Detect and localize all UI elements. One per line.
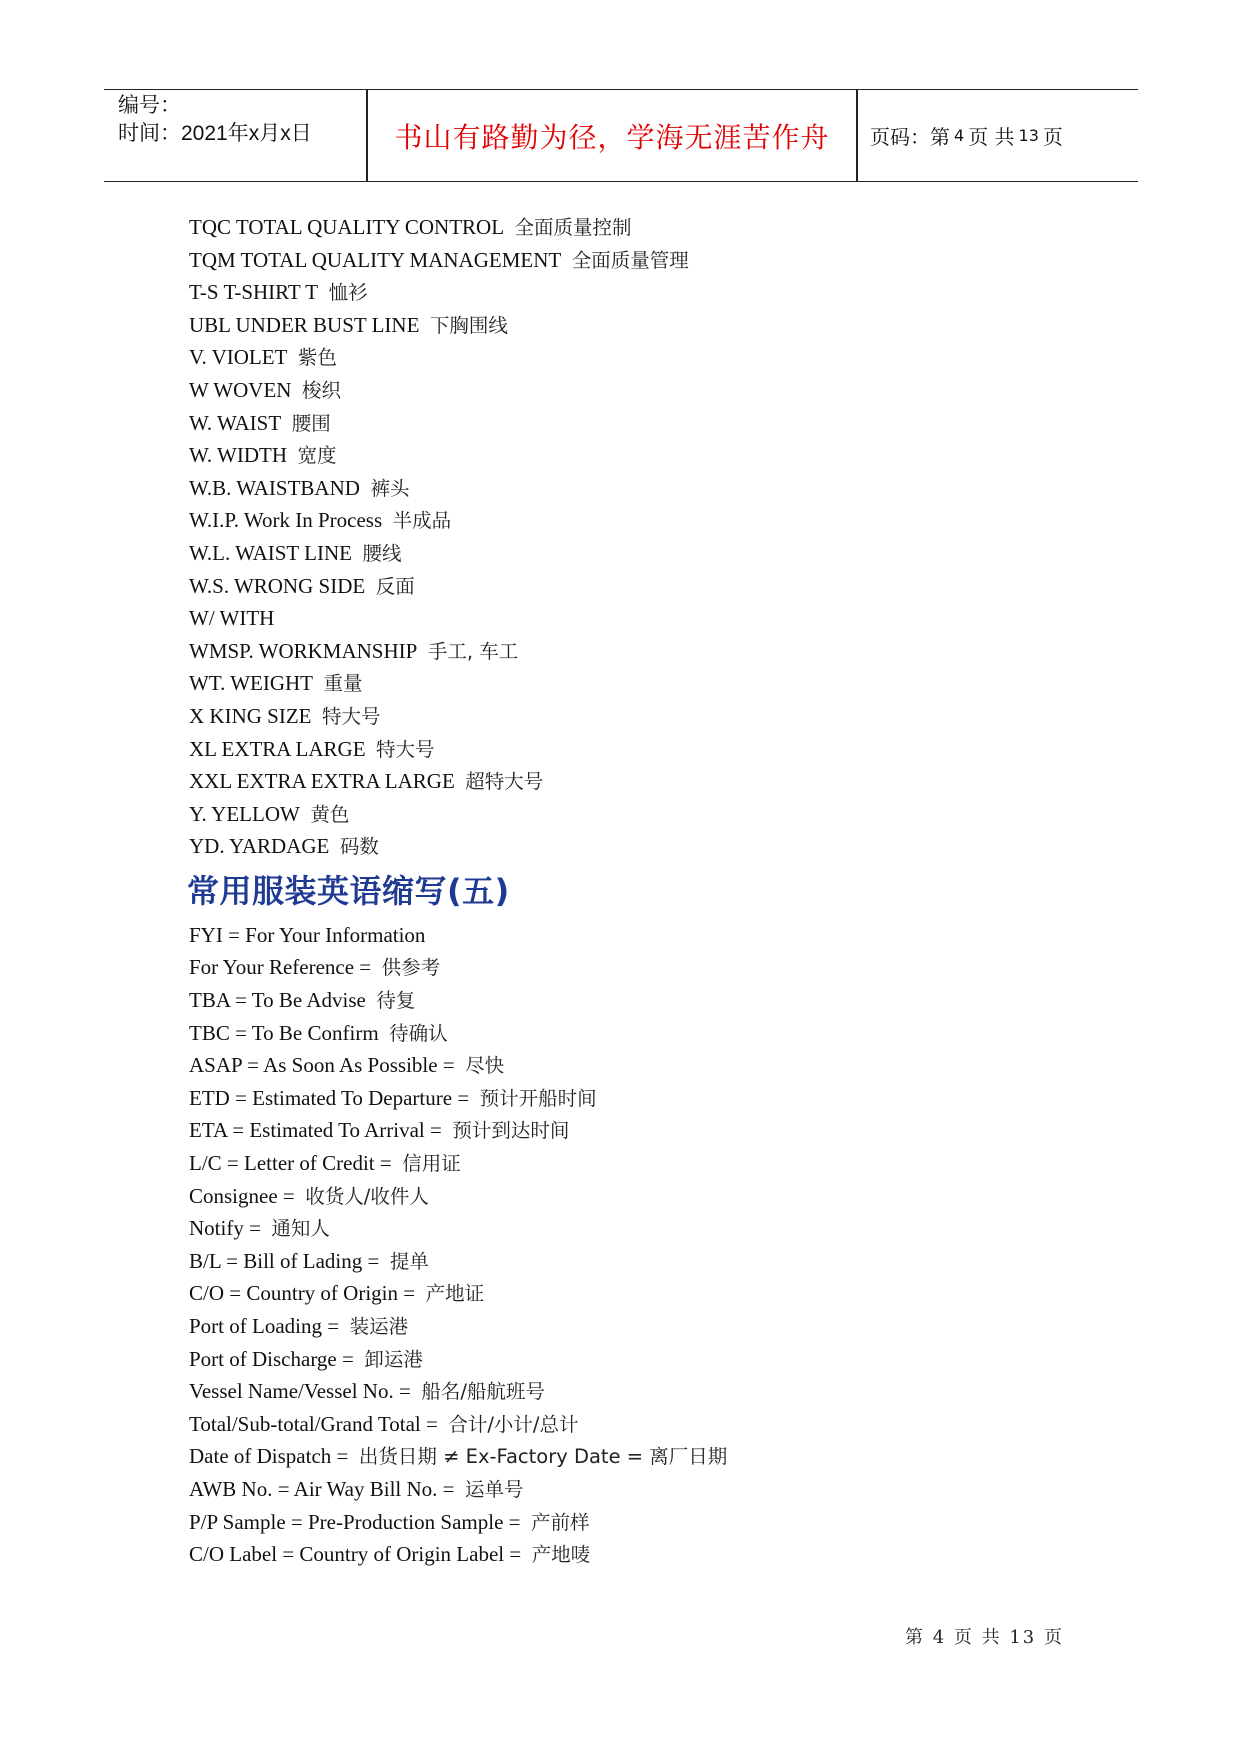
abbreviation-term: XL EXTRA LARGE: [189, 736, 366, 761]
page-suffix: 页: [1042, 125, 1063, 149]
chinese-translation: 运单号: [465, 1477, 524, 1501]
list-item: [189, 211, 1089, 244]
chinese-translation: 合计/小计/总计: [448, 1412, 579, 1436]
abbreviation-term: Port of Discharge =: [189, 1346, 354, 1371]
chinese-translation: 全面质量控制: [514, 216, 632, 239]
section-title: 常用服装英语缩写(五): [187, 871, 510, 910]
chinese-translation: 手工, 车工: [427, 639, 519, 663]
list-item: [189, 1310, 1089, 1343]
list-item: [189, 798, 1089, 831]
chinese-translation: 供参考: [381, 956, 441, 980]
list-item: [189, 472, 1089, 505]
abbreviation-term: W.I.P. Work In Process: [189, 508, 383, 533]
abbreviation-term: ASAP = As Soon As Possible =: [189, 1053, 455, 1078]
list-item: [189, 341, 1089, 374]
list-item: [189, 244, 1089, 277]
list-item: [189, 667, 1089, 700]
list-item: [189, 1017, 1089, 1050]
chinese-translation: 待复: [376, 989, 416, 1013]
chinese-translation: 预计到达时间: [452, 1119, 570, 1143]
abbreviation-term: W.S. WRONG SIDE: [189, 573, 366, 598]
abbreviation-term: C/O = Country of Origin =: [189, 1281, 416, 1306]
list-item: [189, 1343, 1089, 1376]
list-item: [189, 1212, 1089, 1245]
header-divider: [856, 90, 858, 181]
chinese-translation: 黄色: [310, 802, 350, 826]
list-item: [189, 504, 1089, 537]
chinese-translation: 特大号: [321, 704, 381, 728]
list-item: [189, 635, 1089, 668]
chinese-translation: 产地唛: [531, 1543, 591, 1567]
chinese-translation: 出货日期 ≠ Ex-Factory Date = 离厂日期: [358, 1445, 728, 1469]
list-item: [189, 700, 1089, 733]
abbreviation-term: ETA = Estimated To Arrival =: [189, 1118, 442, 1143]
chinese-translation: 半成品: [392, 509, 452, 533]
abbreviation-term: X KING SIZE: [189, 703, 312, 728]
abbreviation-term: P/P Sample = Pre-Production Sample =: [189, 1509, 521, 1534]
chinese-translation: 产地证: [425, 1282, 485, 1306]
abbreviation-term: WMSP. WORKMANSHIP: [189, 638, 418, 663]
abbreviation-term: YD. YARDAGE: [189, 834, 330, 859]
abbreviation-term: Y. YELLOW: [189, 801, 300, 826]
list-item: [189, 309, 1089, 342]
chinese-translation: 船名/船航班号: [421, 1380, 545, 1404]
abbreviation-term: B/L = Bill of Lading =: [189, 1248, 380, 1273]
abbreviation-term: W/ WITH: [189, 606, 275, 631]
list-item: [189, 1277, 1089, 1310]
chinese-translation: 提单: [389, 1249, 429, 1273]
list-item: [189, 1180, 1089, 1213]
abbreviation-term: W.B. WAISTBAND: [189, 475, 360, 500]
page-current: 4: [954, 126, 965, 145]
list-item: [189, 1473, 1089, 1506]
chinese-translation: 反面: [375, 574, 415, 598]
abbreviation-term: W. WAIST: [189, 410, 282, 435]
abbreviation-term: Date of Dispatch =: [189, 1444, 349, 1469]
list-item: [189, 1538, 1089, 1571]
chinese-translation: 全面质量管理: [571, 248, 689, 272]
chinese-translation: 紫色: [297, 346, 337, 370]
list-item: [189, 439, 1089, 472]
abbreviation-term: Total/Sub-total/Grand Total =: [189, 1411, 438, 1436]
list-item: [189, 1408, 1089, 1441]
chinese-translation: 腰线: [362, 541, 402, 565]
chinese-translation: 超特大号: [465, 770, 544, 794]
abbreviation-term: W. WIDTH: [189, 443, 287, 468]
abbreviation-list-2: [189, 919, 1089, 1571]
abbreviation-term: C/O Label = Country of Origin Label =: [189, 1542, 522, 1567]
list-item: [189, 570, 1089, 603]
chinese-translation: 特大号: [376, 737, 435, 761]
list-item: [189, 1506, 1089, 1539]
page-prefix: 页码：第: [870, 125, 950, 149]
abbreviation-term: TBA = To Be Advise: [189, 988, 366, 1013]
abbreviation-term: WT. WEIGHT: [189, 671, 314, 696]
date-label: 时间：2021年x月x日: [118, 122, 312, 145]
list-item: [189, 1049, 1089, 1082]
chinese-translation: 通知人: [271, 1217, 330, 1241]
chinese-translation: 装运港: [349, 1315, 409, 1338]
list-item: [189, 1375, 1089, 1408]
chinese-translation: 待确认: [389, 1021, 448, 1045]
header-page-number: [870, 90, 1063, 181]
chinese-translation: 梭织: [301, 378, 341, 402]
chinese-translation: 下胸围线: [429, 313, 508, 337]
page-total: 13: [1018, 126, 1039, 145]
abbreviation-term: T-S T-SHIRT T: [189, 280, 319, 305]
chinese-translation: 信用证: [402, 1152, 461, 1176]
page-mid: 页 共: [968, 125, 1015, 149]
abbreviation-term: Vessel Name/Vessel No. =: [189, 1379, 411, 1404]
list-item: [189, 984, 1089, 1017]
abbreviation-term: XXL EXTRA EXTRA LARGE: [189, 769, 455, 794]
abbreviation-term: W.L. WAIST LINE: [189, 540, 352, 565]
abbreviation-term: Port of Loading =: [189, 1314, 340, 1338]
list-item: [189, 1147, 1089, 1180]
abbreviation-term: TQC TOTAL QUALITY CONTROL: [189, 215, 505, 239]
abbreviation-term: AWB No. = Air Way Bill No. =: [189, 1476, 455, 1501]
serial-number-label: 编号：: [118, 94, 181, 117]
list-item: [189, 276, 1089, 309]
list-item: [189, 1440, 1089, 1473]
document-body: [189, 211, 1089, 1571]
chinese-translation: 恤衫: [328, 281, 368, 305]
chinese-translation: 码数: [339, 835, 379, 859]
list-item: [189, 1114, 1089, 1147]
abbreviation-list-1: [189, 211, 1089, 863]
chinese-translation: 卸运港: [364, 1347, 423, 1371]
list-item: [189, 374, 1089, 407]
abbreviation-term: UBL UNDER BUST LINE: [189, 312, 420, 337]
list-item: [189, 602, 1089, 635]
abbreviation-term: TQM TOTAL QUALITY MANAGEMENT: [189, 247, 562, 272]
list-item: [189, 407, 1089, 440]
abbreviation-term: V. VIOLET: [189, 345, 288, 370]
list-item: [189, 830, 1089, 863]
list-item: [189, 733, 1089, 766]
list-item: [189, 765, 1089, 798]
abbreviation-term: Notify =: [189, 1216, 261, 1241]
abbreviation-term: ETD = Estimated To Departure =: [189, 1085, 470, 1110]
chinese-translation: 产前样: [530, 1510, 590, 1534]
abbreviation-term: For Your Reference =: [189, 955, 372, 980]
list-item: [189, 1245, 1089, 1278]
chinese-translation: 重量: [323, 672, 363, 696]
page-footer: 第 4 页 共 13 页: [905, 1627, 1064, 1648]
chinese-translation: 宽度: [297, 444, 337, 468]
page-header: [104, 89, 1138, 182]
chinese-translation: 尽快: [465, 1054, 505, 1078]
header-motto: 书山有路勤为径，学海无涯苦作舟: [394, 120, 830, 154]
header-meta: [118, 92, 358, 148]
list-item: [189, 919, 1089, 952]
abbreviation-term: FYI = For Your Information: [189, 922, 426, 947]
chinese-translation: 裤头: [370, 476, 410, 500]
abbreviation-term: L/C = Letter of Credit =: [189, 1151, 392, 1176]
abbreviation-term: Consignee =: [189, 1183, 295, 1208]
abbreviation-term: W WOVEN: [189, 377, 292, 402]
list-item: [189, 537, 1089, 570]
chinese-translation: 预计开船时间: [479, 1086, 597, 1110]
list-item: [189, 1082, 1089, 1115]
chinese-translation: 收货人/收件人: [305, 1184, 429, 1208]
list-item: [189, 951, 1089, 984]
chinese-translation: 腰围: [291, 411, 331, 435]
abbreviation-term: TBC = To Be Confirm: [189, 1020, 379, 1045]
